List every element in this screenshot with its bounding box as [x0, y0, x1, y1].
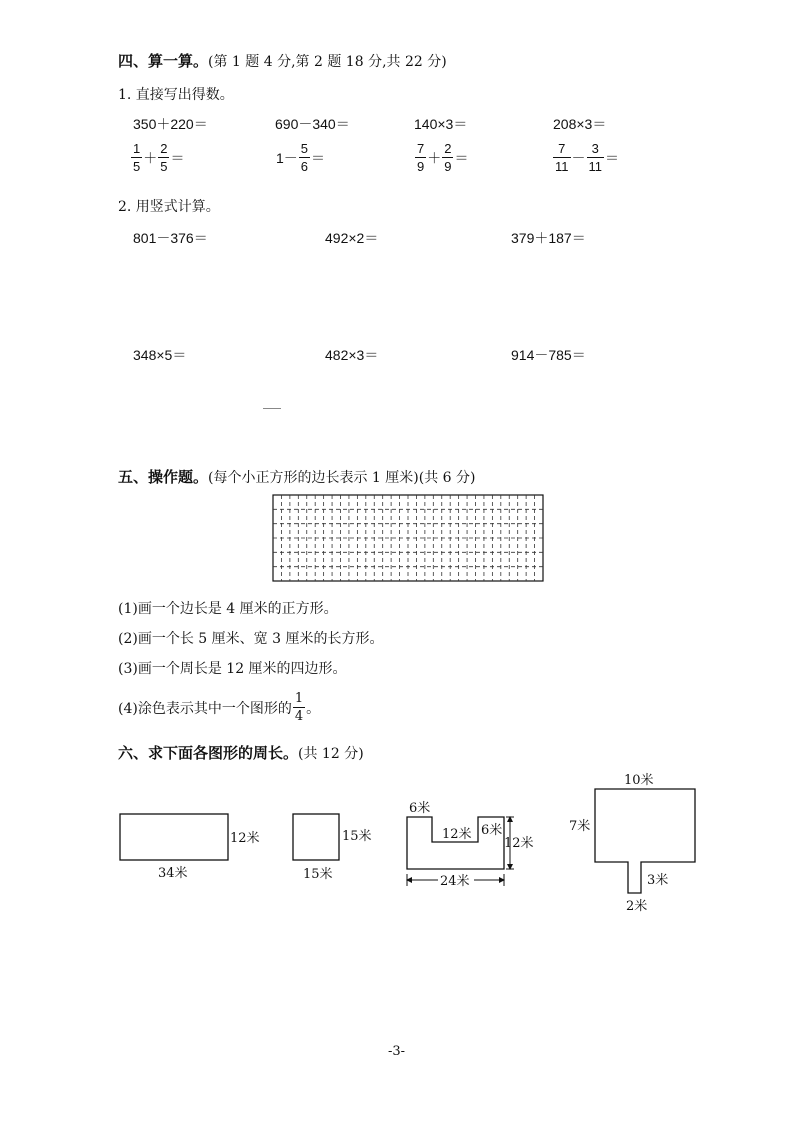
t-stem-width-label: 2米: [626, 899, 648, 914]
u-inner-width-label: 12米: [442, 827, 472, 842]
q1-eq-1: 350＋220＝: [133, 116, 208, 132]
t-left-label: 7米: [569, 819, 591, 834]
q1-frac-eq-2: 1－ $\frac{5}{6}$ ＝: [276, 141, 326, 174]
rect-height-label: 12米: [230, 831, 260, 846]
fraction: $\frac{2}{5}$: [160, 141, 168, 174]
q2-eq-2: 492×2＝: [325, 230, 379, 246]
q1-eq-4: 208×3＝: [553, 116, 607, 132]
task-4: (4)涂色表示其中一个图形的 $\frac{1}{4}$ 。: [118, 691, 321, 724]
u-height-label: 12米: [504, 836, 534, 851]
section6-note: (共 12 分): [298, 746, 364, 762]
fraction: $\frac{1}{5}$: [133, 141, 141, 174]
t-shape-figure: [595, 789, 695, 893]
fraction: $\frac{7}{9}$: [417, 141, 425, 174]
u-bottom-label: 24米: [440, 874, 470, 889]
q2-eq-6: 914－785＝: [511, 347, 586, 363]
task-3: (3)画一个周长是 12 厘米的四边形。: [118, 661, 347, 677]
section6-heading: 六、求下面各图形的周长。(共 12 分): [118, 744, 364, 762]
page-number: -3-: [388, 1044, 406, 1059]
q1-eq-2: 690－340＝: [275, 116, 350, 132]
rect-width-label: 34米: [158, 866, 188, 881]
task-1: (1)画一个边长是 4 厘米的正方形。: [118, 601, 338, 617]
fraction: $\frac{2}{9}$: [444, 141, 452, 174]
q1-frac-eq-1: $\frac{1}{5}$ ＋ $\frac{2}{5}$ ＝: [133, 141, 185, 174]
square-bottom-label: 15米: [303, 867, 333, 882]
fraction: $\frac{7}{11}$: [555, 141, 569, 174]
u-left-top-label: 6米: [409, 801, 431, 816]
u-right-notch-label: 6米: [481, 823, 503, 838]
fraction: $\frac{3}{11}$: [588, 141, 602, 174]
q2-eq-5: 482×3＝: [325, 347, 379, 363]
q2-title: 2. 用竖式计算。: [118, 199, 220, 215]
fraction: $\frac{5}{6}$: [300, 141, 309, 174]
q1-frac-eq-4: $\frac{7}{11}$ － $\frac{3}{11}$ ＝: [555, 141, 619, 174]
section5-note: (每个小正方形的边长表示 1 厘米)(共 6 分): [208, 470, 476, 486]
q2-eq-3: 379＋187＝: [511, 230, 586, 246]
section5-heading: 五、操作题。(每个小正方形的边长表示 1 厘米)(共 6 分): [118, 468, 476, 486]
section4-heading: 四、算一算。(第 1 题 4 分,第 2 题 18 分,共 22 分): [118, 52, 447, 70]
q1-eq-3: 140×3＝: [414, 116, 468, 132]
fraction: $\frac{1}{4}$: [294, 691, 304, 724]
q2-eq-4: 348×5＝: [133, 347, 187, 363]
dotted-grid[interactable]: [272, 494, 544, 582]
section4-note: (第 1 题 4 分,第 2 题 18 分,共 22 分): [208, 54, 447, 70]
square-figure: [293, 814, 339, 860]
t-top-label: 10米: [624, 773, 654, 788]
q1-frac-eq-3: $\frac{7}{9}$ ＋ $\frac{2}{9}$ ＝: [417, 141, 469, 174]
t-stem-height-label: 3米: [647, 873, 669, 888]
square-side-label: 15米: [342, 829, 372, 844]
q1-title: 1. 直接写出得数。: [118, 87, 234, 103]
stray-mark: [263, 408, 281, 409]
rectangle-figure: [120, 814, 228, 860]
q2-eq-1: 801－376＝: [133, 230, 208, 246]
perimeter-figures: [100, 770, 720, 920]
task-2: (2)画一个长 5 厘米、宽 3 厘米的长方形。: [118, 631, 384, 647]
